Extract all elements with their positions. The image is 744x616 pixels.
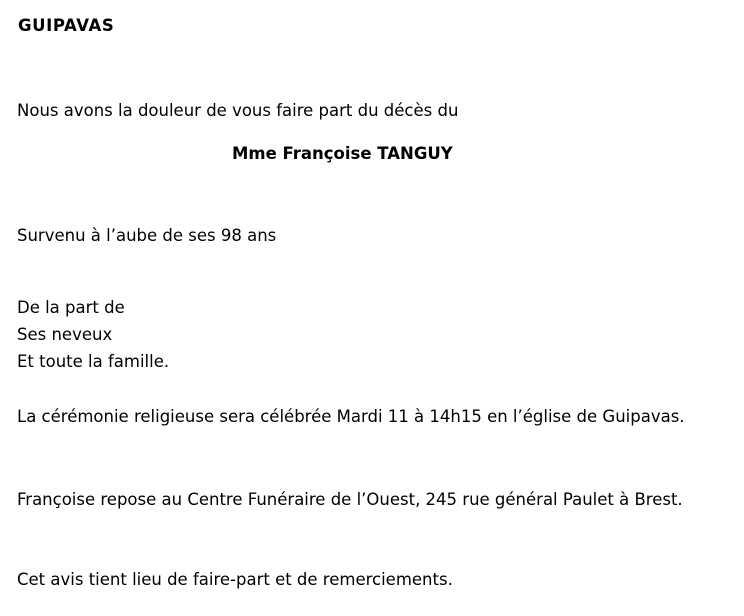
closing-statement: Cet avis tient lieu de faire-part et de remerciements. [17, 570, 453, 589]
ceremony-details: La cérémonie religieuse sera célébrée Mardi 11 à 14h15 en l’église de Guipavas. [17, 407, 685, 426]
age-statement: Survenu à l’aube de ses 98 ans [17, 226, 277, 245]
family-block [17, 294, 169, 375]
deceased-name: Mme Françoise TANGUY [232, 144, 453, 163]
location-heading: GUIPAVAS [18, 16, 115, 35]
family-line-all: Et toute la famille. [17, 352, 170, 371]
family-line-from: De la part de [17, 298, 125, 317]
repose-location-details: Françoise repose au Centre Funéraire de l’Ouest, 245 rue général Paulet à Brest. [17, 490, 683, 509]
announcement-intro-text: Nous avons la douleur de vous faire part du décès du [17, 101, 459, 120]
family-line-nephews: Ses neveux [17, 325, 113, 344]
